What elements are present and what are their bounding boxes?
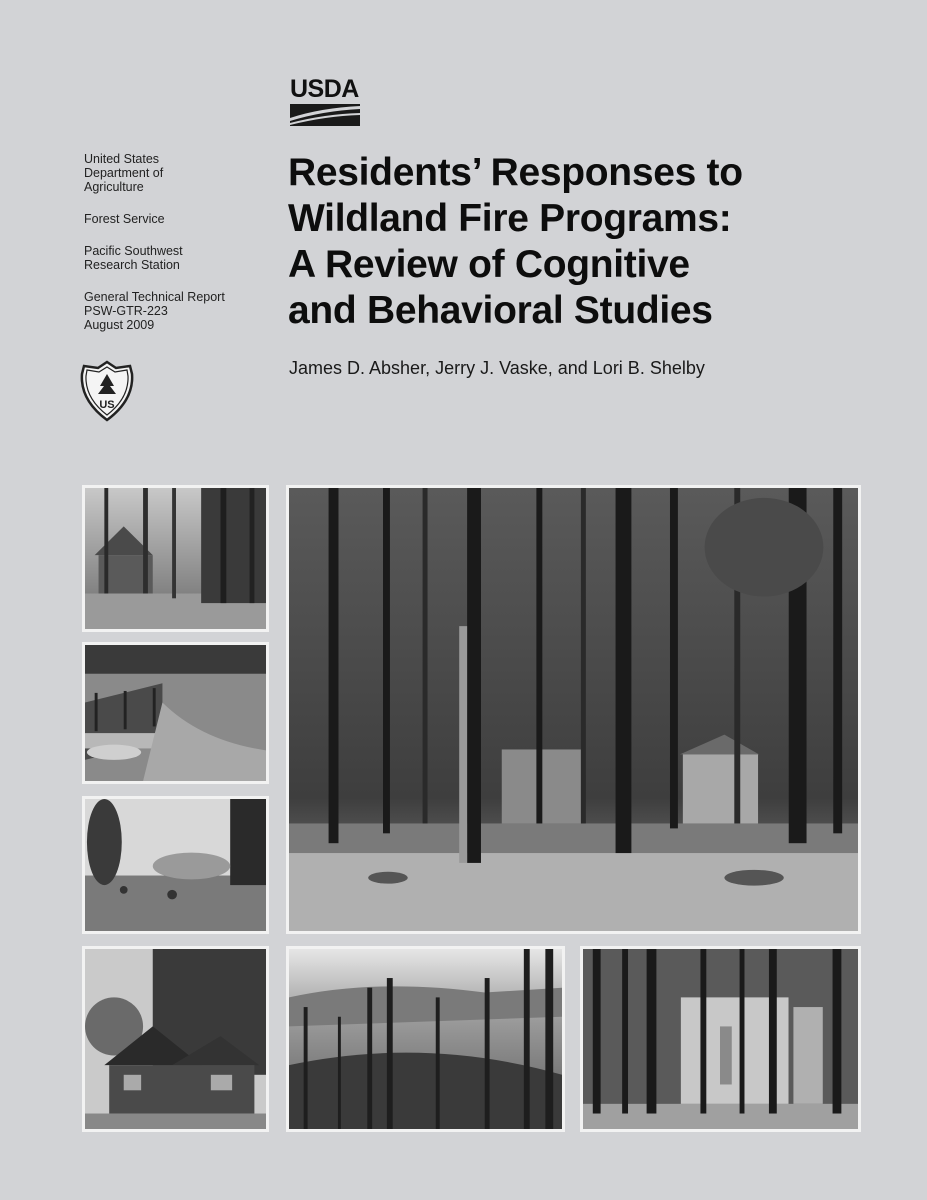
station-name: Pacific Southwest Research Station	[84, 244, 183, 272]
photo-tall-trees-cabin	[580, 946, 861, 1132]
service-name: Forest Service	[84, 212, 165, 226]
forest-service-shield-icon	[80, 360, 134, 422]
photo-sparse-trees	[82, 796, 269, 934]
agency-info	[84, 152, 274, 350]
photo-house	[82, 946, 269, 1132]
usda-logo-text: USDA	[290, 75, 359, 103]
usda-logo	[290, 76, 362, 128]
report-info: General Technical Report PSW-GTR-223 August 2009	[84, 290, 225, 332]
photo-burned-hillside	[286, 946, 565, 1132]
photo-main-forest	[286, 485, 861, 934]
report-title: Residents’ Responses to Wildland Fire Programs: A Review of Cognitive and Behavioral Studies	[288, 151, 743, 332]
photo-cleared-ground	[82, 642, 269, 784]
usda-swoosh-icon	[290, 104, 360, 126]
author-list: James D. Absher, Jerry J. Vaske, and Lori B. Shelby	[289, 358, 705, 378]
photo-cabin-in-woods	[82, 485, 269, 632]
svg-text:US: US	[99, 399, 115, 411]
department-name: United States Department of Agriculture	[84, 152, 164, 194]
